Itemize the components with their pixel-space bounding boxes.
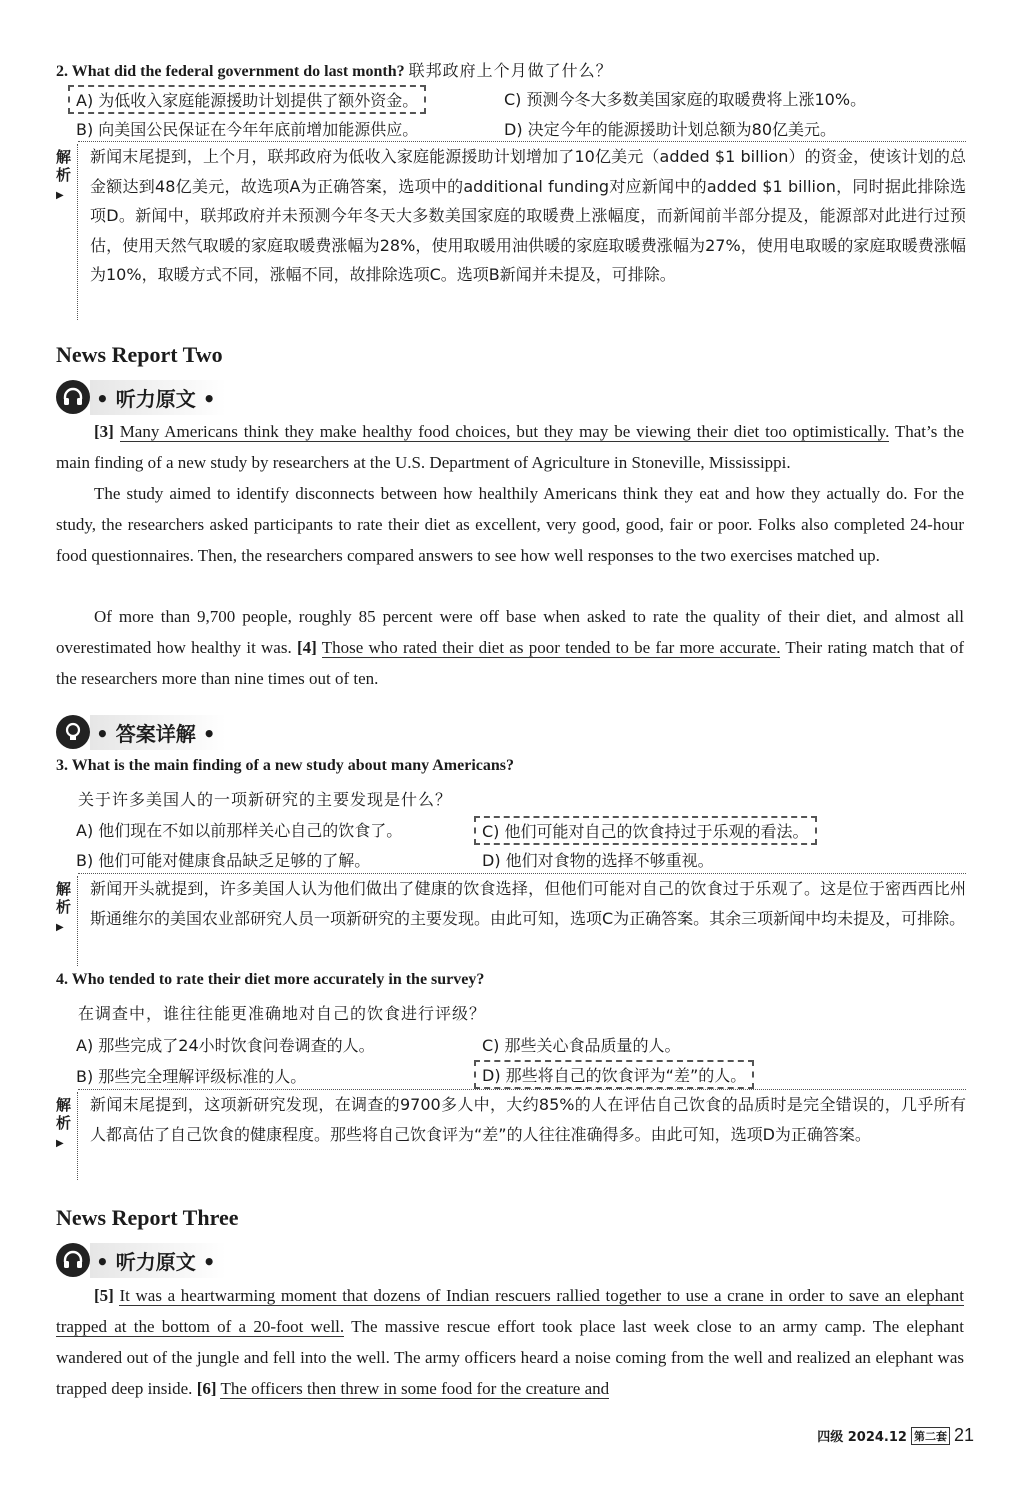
divider — [77, 876, 78, 966]
headphones-icon — [56, 380, 90, 414]
page-number: 21 — [953, 1425, 974, 1445]
q4-option-b: B) 那些完全理解评级标准的人。 — [76, 1067, 307, 1086]
report2-transcript-banner: • 听力原文 • — [56, 380, 226, 414]
q3-option-b: B) 他们可能对健康食品缺乏足够的了解。 — [76, 851, 371, 870]
q2-explanation-label: 解析▶ — [56, 148, 72, 201]
page-footer — [817, 1425, 974, 1446]
divider — [77, 144, 78, 320]
q3-explanation: 新闻开头就提到，许多美国人认为他们做出了健康的饮食选择，但他们可能对自己的饮食过于乐观了。这是位于密西西比州斯通维尔的美国农业部研究人员一项新研究的主要发现。由此可知，选项C为正确答案。其余三项新闻中均未提及，可排除。 — [90, 879, 966, 928]
answer-banner: • 答案详解 • — [56, 715, 226, 749]
underlined-answer-5: It was a heartwarming moment that dozens of Indian rescuers rallied together to use a crane in order to save an elephant trapped at the bottom of a 20-foot well. — [56, 1286, 965, 1336]
q2-question-zh: 联邦政府上个月做了什么？ — [408, 61, 613, 80]
arrow-icon: ▶ — [56, 922, 64, 933]
lightbulb-icon — [56, 715, 90, 749]
arrow-icon: ▶ — [56, 190, 64, 201]
arrow-icon: ▶ — [56, 1138, 64, 1149]
q3-explanation-label: 解析▶ — [56, 880, 72, 933]
q2-question: 2. What did the federal government do last month? 联邦政府上个月做了什么？ — [56, 61, 613, 80]
report2-title: News Report Two — [56, 342, 223, 367]
q4-option-c: C) 那些关心食品质量的人。 — [482, 1036, 681, 1055]
report3-paragraph-1: [5] It was a heartwarming moment that dozens of Indian rescuers rallied together to use a crane in order to save an elephant trapped at the bottom of a 20-foot well. The massive rescue effort took place last week close to an army camp. The elephant wandered out of the jungle and fell into the well. The army officers heard a noise coming from the well and realized an elephant was trapped deep inside. [6] The officers then threw in some food for the creature and — [56, 1286, 965, 1398]
q4-question-zh: 在调查中，谁往往能更准确地对自己的饮食进行评级？ — [78, 1004, 487, 1023]
q2-option-b: B) 向美国公民保证在今年年底前增加能源供应。 — [76, 120, 419, 139]
report2-paragraph-2: The study aimed to identify disconnects between how healthily Americans think they eat and how they actually do. For the study, the researchers asked participants to rate their diet as excellent, very good, good, fair or poor. Folks also completed 24-hour food questionnaires. Then, the researchers compared answers to see how well responses to the two exercises matched up. — [56, 484, 964, 565]
report2-paragraph-3: Of more than 9,700 people, roughly 85 percent were off base when asked to rate the quality of their diet, and almost all overestimated how healthy it was. [4] Those who rated their diet as poor tended to be far more accurate. Their rating match that of the researchers more than nine times out of ten. — [56, 607, 964, 688]
q4-option-a: A) 那些完成了24小时饮食问卷调查的人。 — [76, 1036, 375, 1055]
q4-explanation: 新闻末尾提到，这项新研究发现，在调查的9700多人中，大约85%的人在评估自己饮食的品质时是完全错误的，几乎所有人都高估了自己饮食的健康程度。那些将自己饮食评为“差”的人往往准确得多。由此可知，选项D为正确答案。 — [90, 1095, 966, 1144]
q3-question: 3. What is the main finding of a new study about many Americans? — [56, 757, 514, 774]
q2-explanation: 新闻末尾提到，上个月，联邦政府为低收入家庭能源援助计划增加了10亿美元（added $1 billion）的资金，使该计划的总金额达到48亿美元，故选项A为正确答案，选项中的additional funding对应新闻中的added $1 billion，同时据此排除选项D。新闻中，联邦政府并未预测今年冬天大多数美国家庭的取暖费上涨幅度，而新闻前半部分提及，能源部对此进行过预估，使用天然气取暖的家庭取暖费涨幅为28%，使用取暖用油供暖的家庭取暖费涨幅为27%，使用电取暖的家庭取暖费涨幅为10%，取暖方式不同，涨幅不同，故排除选项C。选项B新闻并未提及，可排除。 — [90, 147, 966, 284]
underlined-answer-3: Many Americans think they make healthy food choices, but they may be viewing their diet too optimistically. — [119, 422, 890, 441]
headphones-icon — [56, 1243, 90, 1277]
exam-level: 四级 2024.12 — [817, 1430, 907, 1445]
q4-explanation-label: 解析▶ — [56, 1096, 72, 1149]
underlined-answer-4: Those who rated their diet as poor tended to be far more accurate. — [321, 638, 781, 657]
q2-option-c: C) 预测今冬大多数美国家庭的取暖费将上涨10%。 — [504, 90, 867, 109]
q4-question: 4. Who tended to rate their diet more accurately in the survey? — [56, 971, 485, 988]
q3-option-c: C) 他们可能对自己的饮食持过于乐观的看法。 — [474, 816, 817, 845]
report2-paragraph-1: [3] Many Americans think they make healthy food choices, but they may be viewing their diet too optimistically. That’s the main finding of a new study by researchers at the U.S. Department of Agriculture in Stoneville, Mississippi. — [56, 422, 964, 472]
underlined-answer-6: The officers then threw in some food for the creature and — [220, 1379, 610, 1398]
q4-option-d: D) 那些将自己的饮食评为“差”的人。 — [474, 1060, 754, 1089]
q2-option-d: D) 决定今年的能源援助计划总额为80亿美元。 — [504, 120, 837, 139]
q3-option-d: D) 他们对食物的选择不够重视。 — [482, 851, 714, 870]
q3-option-a: A) 他们现在不如以前那样关心自己的饮食了。 — [76, 821, 403, 840]
q2-option-a: A) 为低收入家庭能源援助计划提供了额外资金。 — [68, 85, 426, 114]
report3-transcript-banner: • 听力原文 • — [56, 1243, 226, 1277]
exam-set-badge: 第二套 — [911, 1427, 950, 1445]
report3-title: News Report Three — [56, 1205, 239, 1230]
q3-question-zh: 关于许多美国人的一项新研究的主要发现是什么？ — [78, 790, 453, 809]
divider — [77, 1092, 78, 1180]
